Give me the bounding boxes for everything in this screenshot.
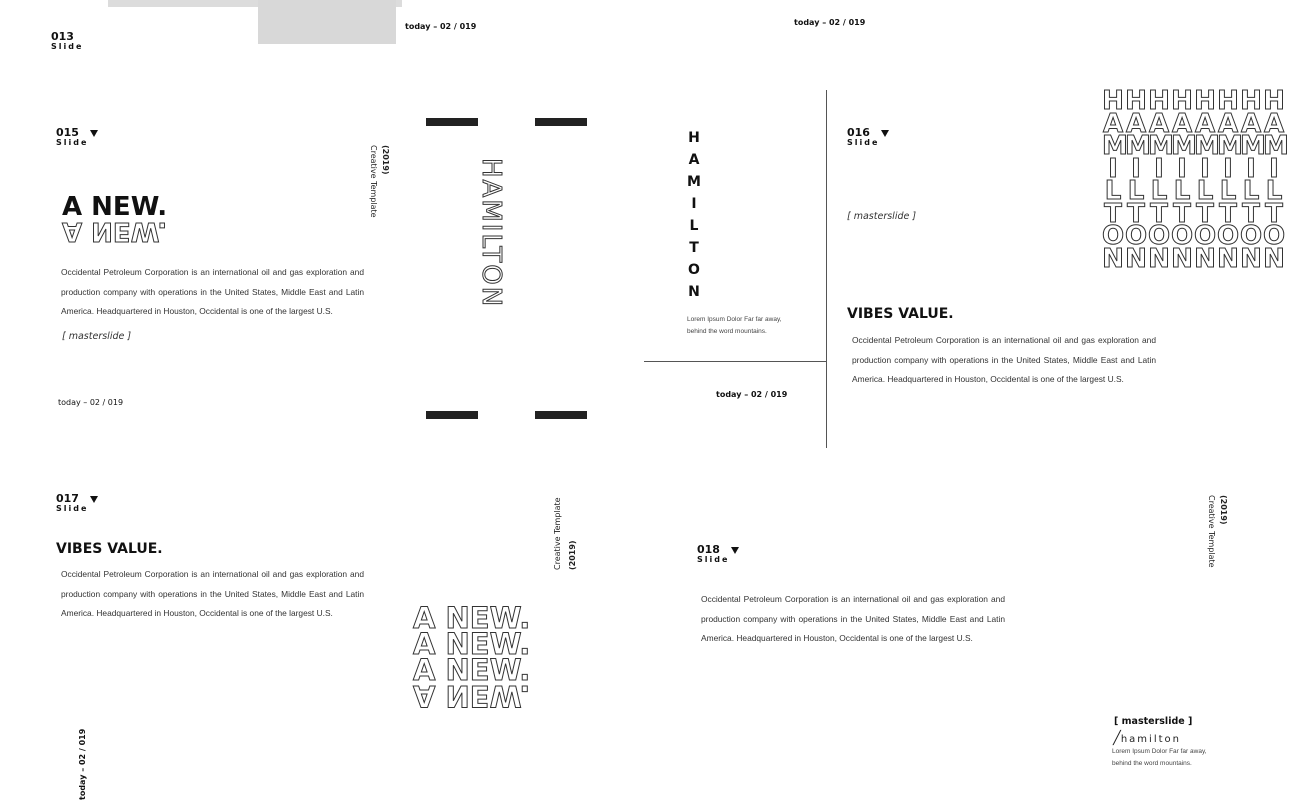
letter: A <box>688 152 700 168</box>
body-paragraph-016: Occidental Petroleum Corporation is an international oil and gas exploration and production company with operations in the United States, Middle East and Latin America. Headquartered in Houston, Occidental is one of the largest U.S. <box>852 335 1156 384</box>
slide-label: Slide <box>56 138 89 147</box>
letter: O <box>688 262 700 278</box>
image-placeholder-block <box>258 0 396 44</box>
slide-label: Slide <box>847 138 880 147</box>
triangle-down-icon <box>90 130 98 137</box>
slide-number: 018 <box>697 543 720 556</box>
date-015: today – 02 / 019 <box>58 398 124 407</box>
creative-year: (2019) <box>1219 495 1228 525</box>
date-top-2: today – 02 / 019 <box>794 18 866 27</box>
outline-word: A NEW. <box>413 601 531 635</box>
letter: N <box>688 284 700 300</box>
lorem-018 <box>1112 746 1207 770</box>
slide-number: 017 <box>56 492 79 505</box>
outline-word: A NEW. <box>413 627 531 661</box>
slide-label: Slide <box>697 555 730 564</box>
hamilton-outline-pattern: H A M I L T O N H A M I L T O N H A M I L T O N H A M I L T O N H A M I L T O N H A M I L T O N H A M I L T O N H A M I L T O N <box>1102 86 1289 274</box>
slide-label: Slide <box>56 504 89 513</box>
outline-word: A NEW. <box>413 653 531 687</box>
body-paragraph-017: Occidental Petroleum Corporation is an international oil and gas exploration and production company with operations in the United States, Middle East and Latin America. Headquartered in Houston, Occidental is one of the largest U.S. <box>61 569 364 618</box>
headline-vibes-value-017: VIBES VALUE. <box>56 541 163 557</box>
lorem-line-2: behind the word mountains. <box>687 328 767 335</box>
bracket-bottom-right <box>535 411 587 419</box>
creative-label: Creative Template <box>369 145 378 218</box>
bracket-top-left <box>426 118 478 126</box>
letter: M <box>687 174 701 190</box>
body-paragraph-015: Occidental Petroleum Corporation is an international oil and gas exploration and production company with operations in the United States, Middle East and Latin America. Headquartered in Houston, Occidental is one of the largest U.S. <box>61 267 364 316</box>
slash-icon: ╱ <box>1113 731 1121 746</box>
creative-year: (2019) <box>381 145 390 175</box>
masterslide-label-016: [ masterslide ] <box>847 211 917 222</box>
headline-a-new-mirror: A NEW. <box>62 216 168 246</box>
triangle-down-icon <box>90 496 98 503</box>
triangle-down-icon <box>731 547 739 554</box>
slide-number-013 <box>51 32 83 52</box>
divider-horizontal <box>644 361 827 362</box>
date-016: today – 02 / 019 <box>716 390 788 399</box>
slide-number-017 <box>56 494 88 514</box>
slide-number-016 <box>847 128 879 148</box>
slide-number-015 <box>56 128 88 148</box>
outline-a-new-stack <box>413 601 531 713</box>
bracket-bottom-left <box>426 411 478 419</box>
creative-label: Creative Template <box>1207 495 1216 568</box>
creative-template-017 <box>553 497 580 570</box>
masterslide-label-018: [ masterslide ] <box>1114 716 1193 727</box>
outline-word-mirror: A NEW. <box>413 679 531 713</box>
hamilton-vertical-letters <box>684 127 704 303</box>
slide-number: 015 <box>56 126 79 139</box>
letter: H <box>688 130 700 146</box>
slide-number-018 <box>697 545 729 565</box>
slide-label: Slide <box>51 42 84 51</box>
creative-year: (2019) <box>568 540 577 570</box>
body-paragraph-018: Occidental Petroleum Corporation is an international oil and gas exploration and production company with operations in the United States, Middle East and Latin America. Headquartered in Houston, Occidental is one of the largest U.S. <box>701 594 1005 643</box>
vertical-word-hamilton: HAMILTON <box>476 158 506 309</box>
lorem-line-2: behind the word mountains. <box>1112 760 1192 767</box>
slide-number: 013 <box>51 30 74 43</box>
masterslide-label-015: [ masterslide ] <box>62 331 132 342</box>
letter: T <box>689 240 699 256</box>
headline-vibes-value-016: VIBES VALUE. <box>847 306 954 322</box>
letter: I <box>691 196 697 212</box>
lorem-line-1: Lorem Ipsum Dolor Far far away, <box>1112 748 1207 755</box>
creative-label: Creative Template <box>553 497 562 570</box>
brand-hamilton <box>1113 731 1181 746</box>
lorem-line-1: Lorem Ipsum Dolor Far far away, <box>687 316 782 323</box>
slide-number: 016 <box>847 126 870 139</box>
triangle-down-icon <box>881 130 889 137</box>
letter: L <box>689 218 699 234</box>
lorem-016 <box>687 314 782 338</box>
date-vertical-017: today – 02 / 019 <box>78 728 87 800</box>
divider-vertical <box>826 90 827 448</box>
brand-name: hamilton <box>1120 734 1181 745</box>
creative-template-018 <box>1207 495 1234 568</box>
creative-template-015 <box>369 145 396 218</box>
bracket-top-right <box>535 118 587 126</box>
headline-a-new: A NEW. <box>62 192 168 222</box>
date-top-1: today – 02 / 019 <box>405 22 477 31</box>
